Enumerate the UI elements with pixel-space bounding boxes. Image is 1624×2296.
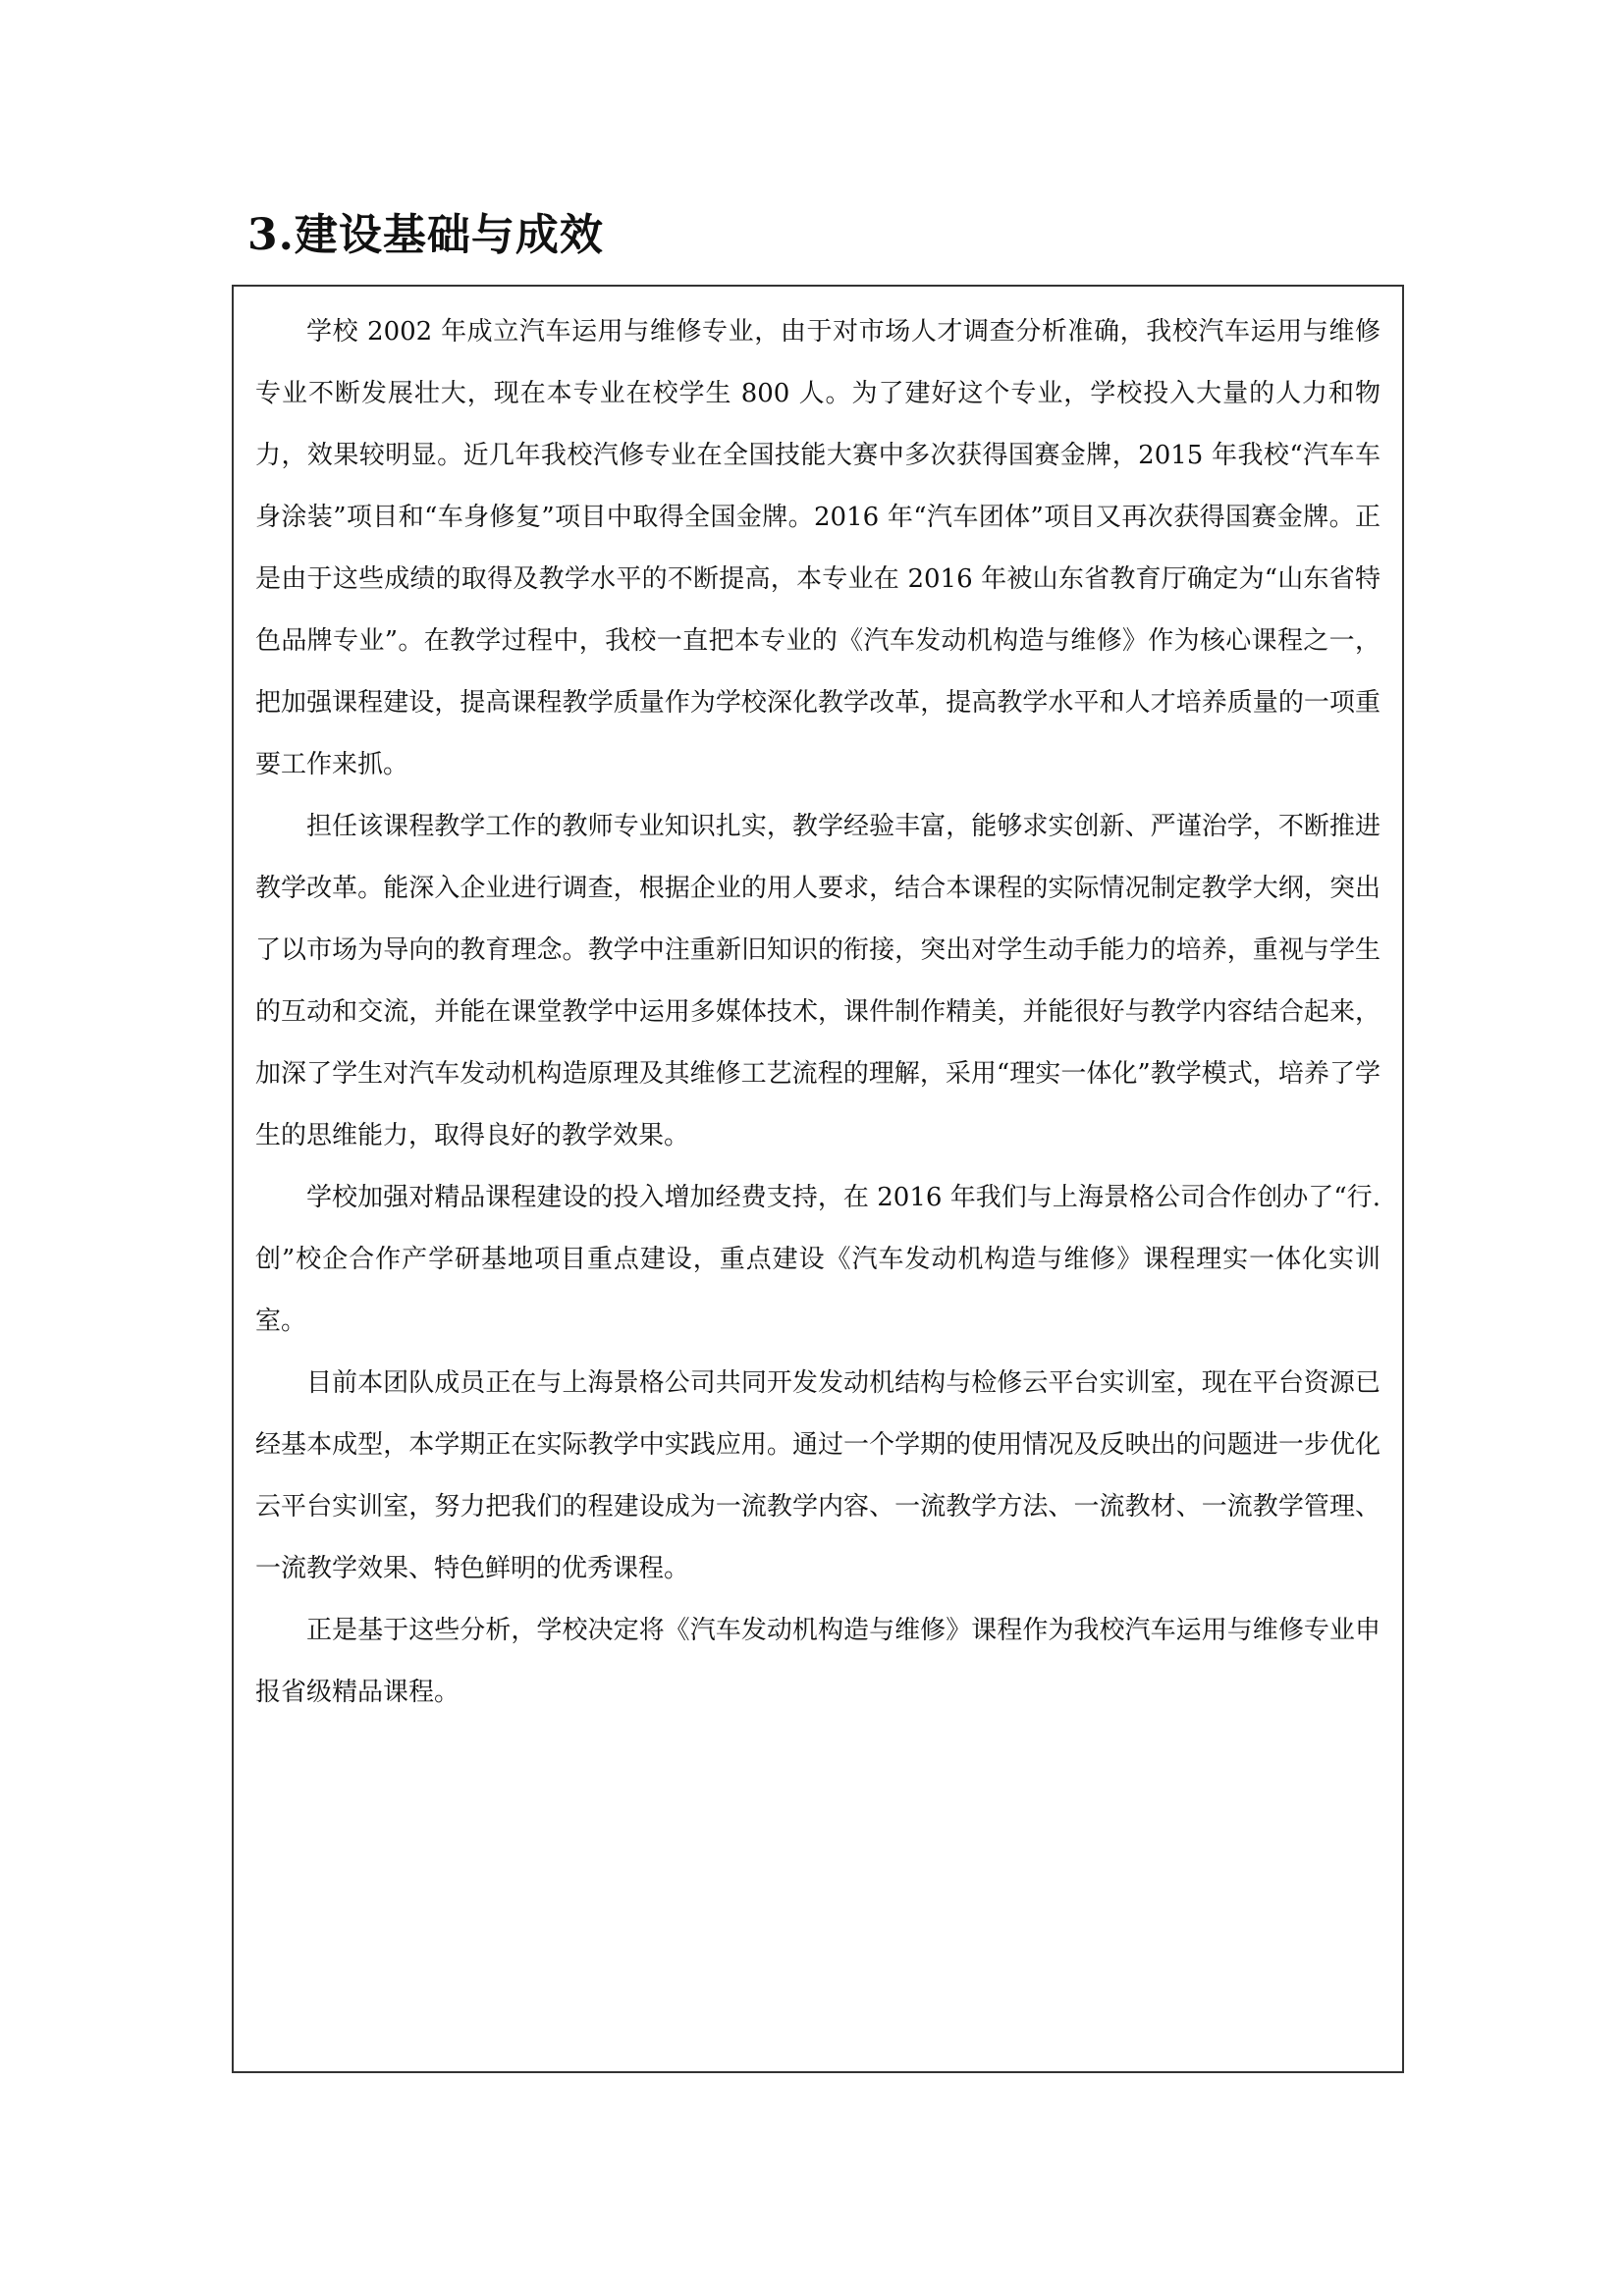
paragraph-teaching-staff: 担任该课程教学工作的教师专业知识扎实，教学经验丰富，能够求实创新、严谨治学，不断推进教学改革。能深入企业进行调查，根据企业的用人要求，结合本课程的实际情况制定教学大纲，突出了以市场为导向的教育理念。教学中注重新旧知识的衔接，突出对学生动手能力的培养，重视与学生的互动和交流，并能在课堂教学中运用多媒体技术，课件制作精美，并能很好与教学内容结合起来，加深了学生对汽车发动机构造原理及其维修工艺流程的理解，采用“理实一体化”教学模式，培养了学生的思维能力，取得良好的教学效果。: [255, 812, 1380, 1150]
paragraph-investment: 学校加强对精品课程建设的投入增加经费支持，在 2016 年我们与上海景格公司合作创办了“行.创”校企合作产学研基地项目重点建设，重点建设《汽车发动机构造与维修》课程理实一体化实训室。: [255, 1183, 1380, 1336]
paragraph-conclusion: 正是基于这些分析，学校决定将《汽车发动机构造与维修》课程作为我校汽车运用与维修专业申报省级精品课程。: [255, 1616, 1380, 1707]
section-title: 3.建设基础与成效: [247, 210, 604, 260]
content-box: [232, 285, 1404, 2073]
paragraph-background: 学校 2002 年成立汽车运用与维修专业，由于对市场人才调查分析准确，我校汽车运用与维修专业不断发展壮大，现在本专业在校学生 800 人。为了建好这个专业，学校投入大量的人力和物力，效果较明显。近几年我校汽修专业在全国技能大赛中多次获得国赛金牌，2015 年我校“汽车车身涂装”项目和“车身修复”项目中取得全国金牌。2016 年“汽车团体”项目又再次获得国赛金牌。正是由于这些成绩的取得及教学水平的不断提高，本专业在 2016 年被山东省教育厅确定为“山东省特色品牌专业”。在教学过程中，我校一直把本专业的《汽车发动机构造与维修》作为核心课程之一，把加强课程建设，提高课程教学质量作为学校深化教学改革，提高教学水平和人才培养质量的一项重要工作来抓。: [255, 317, 1380, 779]
paragraph-cloud-platform: 目前本团队成员正在与上海景格公司共同开发发动机结构与检修云平台实训室，现在平台资源已经基本成型，本学期正在实际教学中实践应用。通过一个学期的使用情况及反映出的问题进一步优化云平台实训室，努力把我们的程建设成为一流教学内容、一流教学方法、一流教材、一流教学管理、一流教学效果、特色鲜明的优秀课程。: [255, 1368, 1380, 1583]
